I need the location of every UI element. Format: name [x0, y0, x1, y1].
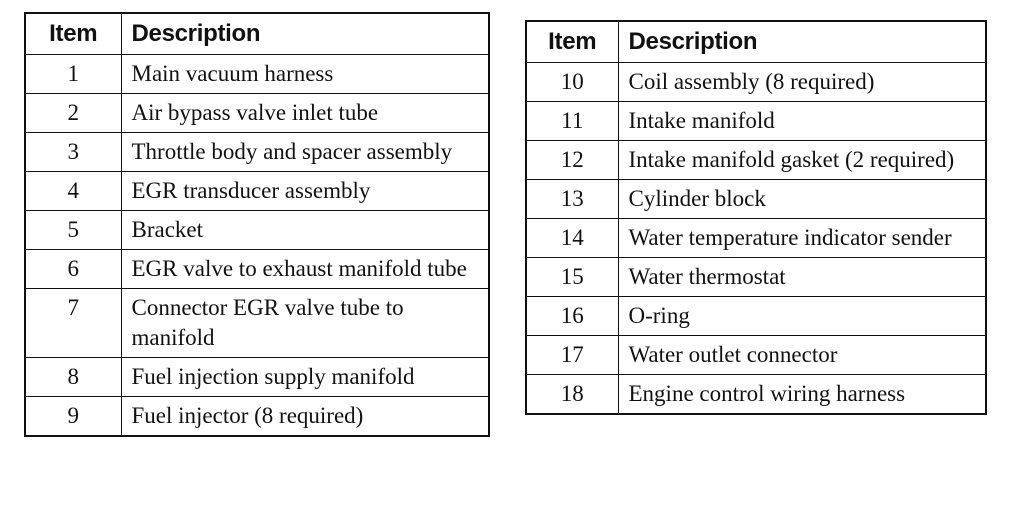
table-row [526, 180, 986, 219]
description-cell: Throttle body and spacer assembly [121, 133, 489, 172]
description-cell: Intake manifold gasket (2 required) [618, 141, 986, 180]
item-number-cell: 7 [25, 289, 121, 358]
table-row [526, 63, 986, 102]
item-number-cell: 11 [526, 102, 618, 141]
parts-table-right [525, 20, 987, 415]
table-row [25, 250, 489, 289]
item-number-cell: 12 [526, 141, 618, 180]
item-number-cell: 13 [526, 180, 618, 219]
item-number-cell: 1 [25, 55, 121, 94]
table-row [526, 258, 986, 297]
item-number-cell: 10 [526, 63, 618, 102]
description-cell: Bracket [121, 211, 489, 250]
table-row [526, 375, 986, 415]
item-number-cell: 3 [25, 133, 121, 172]
table-row [25, 358, 489, 397]
table-row [25, 172, 489, 211]
item-number-cell: 14 [526, 219, 618, 258]
item-number-cell: 16 [526, 297, 618, 336]
description-cell: Fuel injection supply manifold [121, 358, 489, 397]
table-row [25, 397, 489, 437]
description-cell: Engine control wiring harness [618, 375, 986, 415]
description-cell: EGR transducer assembly [121, 172, 489, 211]
item-number-cell: 2 [25, 94, 121, 133]
item-number-cell: 6 [25, 250, 121, 289]
item-number-cell: 5 [25, 211, 121, 250]
description-cell: Water outlet connector [618, 336, 986, 375]
item-number-cell: 18 [526, 375, 618, 415]
table-row [25, 94, 489, 133]
item-number-cell: 4 [25, 172, 121, 211]
description-column-header: Description [618, 21, 986, 63]
table-row [25, 55, 489, 94]
item-column-header: Item [526, 21, 618, 63]
table-row [526, 297, 986, 336]
table-row [526, 141, 986, 180]
item-column-header: Item [25, 13, 121, 55]
description-cell: Connector EGR valve tube to manifold [121, 289, 489, 358]
item-number-cell: 15 [526, 258, 618, 297]
description-cell: Main vacuum harness [121, 55, 489, 94]
description-cell: Water temperature indicator sender [618, 219, 986, 258]
description-cell: Intake manifold [618, 102, 986, 141]
item-number-cell: 8 [25, 358, 121, 397]
description-cell: Coil assembly (8 required) [618, 63, 986, 102]
description-cell: Water thermostat [618, 258, 986, 297]
parts-table-right-body [526, 63, 986, 415]
description-cell: Fuel injector (8 required) [121, 397, 489, 437]
item-number-cell: 17 [526, 336, 618, 375]
description-cell: Cylinder block [618, 180, 986, 219]
table-row [526, 102, 986, 141]
description-cell: Air bypass valve inlet tube [121, 94, 489, 133]
parts-table-left [24, 12, 490, 437]
table-row [526, 336, 986, 375]
parts-table-left-body [25, 55, 489, 437]
item-number-cell: 9 [25, 397, 121, 437]
table-row [25, 211, 489, 250]
description-cell: O-ring [618, 297, 986, 336]
table-header-row [526, 21, 986, 63]
table-header-row [25, 13, 489, 55]
table-row [25, 289, 489, 358]
table-row [526, 219, 986, 258]
description-column-header: Description [121, 13, 489, 55]
table-row [25, 133, 489, 172]
description-cell: EGR valve to exhaust manifold tube [121, 250, 489, 289]
